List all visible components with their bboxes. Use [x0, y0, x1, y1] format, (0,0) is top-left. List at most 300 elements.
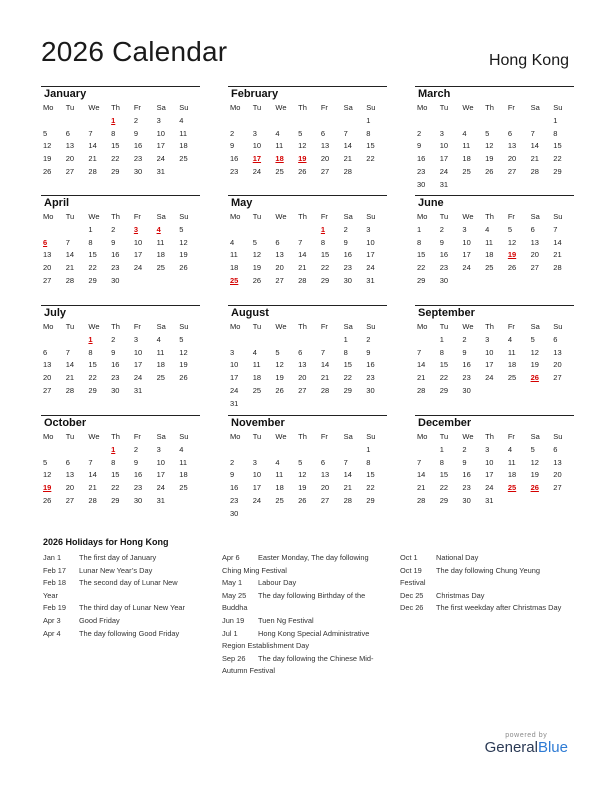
weekday-header: Su	[366, 103, 376, 112]
day: 27	[320, 166, 330, 176]
day: 14	[298, 250, 307, 260]
day: 9	[133, 128, 139, 138]
weekday-header: Mo	[417, 322, 428, 331]
day: 17	[156, 141, 165, 151]
day: 2	[133, 444, 139, 454]
month-july	[41, 305, 200, 398]
weekday-header: Sa	[156, 432, 166, 441]
empty-day	[228, 115, 251, 128]
day: 27	[553, 373, 562, 383]
day: 6	[275, 237, 280, 247]
day: 21	[298, 263, 307, 273]
day: 17	[485, 360, 494, 370]
day: 19	[530, 470, 539, 480]
day: 22	[439, 483, 449, 493]
weekday-header: Th	[111, 212, 120, 221]
month-name: December	[418, 417, 472, 429]
weekday-header: Su	[553, 322, 563, 331]
empty-day	[64, 224, 87, 237]
day: 24	[133, 263, 143, 273]
day: 28	[65, 385, 75, 395]
day: 21	[343, 154, 352, 164]
weekday-header: Tu	[439, 432, 449, 441]
day: 20	[553, 470, 562, 480]
weekday-header: Sa	[156, 103, 166, 112]
weekday-header: Sa	[343, 212, 353, 221]
day: 12	[43, 141, 52, 151]
day: 13	[507, 141, 517, 151]
day: 19	[252, 263, 262, 273]
day: 22	[366, 154, 375, 164]
empty-day	[342, 444, 365, 457]
weekday-header: Su	[179, 103, 189, 112]
day: 26	[298, 495, 307, 505]
day: 24	[252, 495, 262, 505]
day: 30	[111, 385, 120, 395]
day: 29	[439, 495, 449, 505]
weekday-header: Sa	[343, 103, 353, 112]
day: 8	[366, 128, 371, 138]
weekday-header: Su	[553, 212, 563, 221]
day: 22	[88, 263, 97, 273]
page-title: 2026 Calendar	[41, 36, 228, 67]
day: 11	[275, 470, 284, 480]
month-days	[41, 211, 200, 288]
empty-day	[228, 444, 251, 457]
holidays-column	[43, 552, 193, 640]
holiday-day: 26	[530, 373, 539, 383]
day: 14	[343, 470, 352, 480]
day: 11	[485, 237, 493, 247]
day: 22	[320, 263, 330, 273]
day: 28	[320, 385, 330, 395]
empty-day	[41, 115, 64, 128]
day: 9	[439, 237, 444, 247]
day: 24	[156, 483, 165, 493]
day: 10	[439, 141, 449, 151]
month-october	[41, 415, 200, 508]
day: 17	[133, 250, 143, 260]
empty-day	[41, 444, 64, 457]
day: 30	[417, 179, 426, 189]
day: 4	[462, 128, 467, 138]
day: 25	[275, 166, 284, 176]
day: 28	[417, 495, 426, 505]
day: 14	[65, 360, 75, 370]
day: 2	[417, 128, 422, 138]
day: 13	[43, 250, 52, 260]
day: 24	[156, 154, 165, 164]
holiday-day: 1	[88, 334, 93, 344]
day: 9	[111, 347, 116, 357]
day: 30	[462, 385, 471, 395]
month-march	[415, 86, 574, 192]
day: 7	[88, 457, 93, 467]
month-name: February	[231, 88, 279, 100]
day: 1	[366, 115, 371, 125]
month-days	[41, 102, 200, 179]
weekday-header: Sa	[530, 322, 540, 331]
day: 30	[462, 495, 471, 505]
month-days	[228, 321, 387, 411]
day: 20	[65, 483, 75, 493]
day: 10	[133, 347, 143, 357]
day: 7	[553, 224, 558, 234]
weekday-header: Su	[366, 322, 376, 331]
holiday-name: Christmas Day	[436, 590, 485, 600]
day: 25	[485, 263, 494, 273]
day: 29	[417, 275, 426, 285]
day: 7	[530, 128, 535, 138]
day: 12	[485, 141, 494, 151]
holiday-date: Sep 26	[222, 653, 246, 663]
empty-day	[460, 115, 483, 128]
holiday-date: Oct 1	[400, 553, 418, 562]
weekday-header: Fr	[320, 432, 328, 441]
day: 9	[111, 237, 116, 247]
month-days	[415, 321, 574, 398]
day: 30	[111, 275, 120, 285]
empty-day	[251, 334, 274, 347]
day: 20	[553, 360, 562, 370]
weekday-header: Th	[298, 432, 307, 441]
day: 25	[156, 373, 165, 383]
day: 6	[320, 128, 326, 138]
day: 1	[417, 224, 422, 234]
weekday-header: Mo	[230, 212, 241, 221]
day: 29	[343, 385, 352, 395]
weekday-header: We	[275, 322, 287, 331]
day: 16	[230, 154, 239, 164]
day: 17	[462, 250, 471, 260]
weekday-header: Tu	[252, 432, 262, 441]
weekday-header: Fr	[507, 432, 515, 441]
day: 27	[320, 495, 330, 505]
month-september	[415, 305, 574, 398]
day: 23	[111, 263, 120, 273]
day: 6	[553, 444, 558, 454]
month-january	[41, 86, 200, 179]
month-may	[228, 195, 387, 288]
weekday-header: Tu	[252, 103, 262, 112]
day: 28	[553, 263, 562, 273]
day: 16	[111, 250, 120, 260]
day: 1	[343, 334, 348, 344]
day: 8	[88, 237, 93, 247]
day: 14	[343, 141, 352, 151]
day: 15	[366, 470, 375, 480]
day: 14	[65, 250, 75, 260]
holiday-name: Lunar New Year’s Day	[79, 565, 153, 575]
day: 27	[43, 385, 52, 395]
month-days	[41, 431, 200, 508]
empty-day	[64, 115, 87, 128]
day: 31	[439, 179, 449, 189]
holiday-entry	[400, 565, 565, 590]
day: 13	[320, 470, 330, 480]
day: 27	[275, 275, 284, 285]
weekday-header: We	[462, 212, 474, 221]
weekday-header: Mo	[417, 432, 428, 441]
month-days	[415, 211, 574, 288]
day: 21	[65, 263, 75, 273]
day: 3	[156, 444, 161, 454]
weekday-header: Fr	[507, 322, 515, 331]
holiday-day: 1	[111, 444, 116, 454]
holiday-date: Apr 6	[222, 553, 240, 562]
day: 16	[439, 250, 449, 260]
day: 17	[252, 483, 262, 493]
empty-day	[64, 444, 87, 457]
day: 30	[133, 495, 143, 505]
day: 1	[439, 334, 444, 344]
day: 5	[43, 457, 48, 467]
weekday-header: We	[275, 212, 287, 221]
weekday-header: Th	[485, 212, 494, 221]
day: 25	[179, 483, 188, 493]
empty-day	[342, 115, 365, 128]
month-november	[228, 415, 387, 521]
empty-day	[251, 224, 274, 237]
day: 15	[88, 250, 97, 260]
holiday-day: 19	[43, 483, 52, 493]
day: 20	[320, 483, 330, 493]
weekday-header: Fr	[133, 103, 141, 112]
weekday-header: Su	[366, 212, 376, 221]
day: 23	[111, 373, 120, 383]
day: 2	[133, 115, 139, 125]
weekday-header: Fr	[133, 322, 141, 331]
day: 30	[366, 385, 375, 395]
day: 31	[366, 275, 375, 285]
month-name: August	[231, 307, 269, 319]
day: 13	[553, 457, 562, 467]
month-name: May	[231, 197, 253, 209]
day: 19	[179, 360, 188, 370]
day: 15	[439, 360, 449, 370]
holiday-date: Feb 17	[43, 565, 67, 575]
day: 11	[507, 347, 516, 357]
weekday-header: Fr	[320, 103, 328, 112]
day: 29	[88, 275, 97, 285]
weekday-header: Su	[179, 432, 189, 441]
day: 10	[133, 237, 143, 247]
day: 5	[252, 237, 257, 247]
holiday-entry	[43, 552, 193, 565]
weekday-header: Fr	[320, 212, 328, 221]
day: 10	[366, 237, 375, 247]
holiday-day: 6	[43, 237, 48, 247]
day: 21	[343, 483, 352, 493]
month-days	[228, 211, 387, 288]
weekday-header: Mo	[230, 103, 241, 112]
day: 24	[230, 385, 239, 395]
day: 28	[298, 275, 307, 285]
empty-day	[415, 444, 438, 457]
brand-name: GeneralBlue	[484, 739, 568, 756]
day: 12	[507, 237, 517, 247]
holiday-date: Jun 19	[222, 615, 245, 625]
day: 25	[275, 495, 284, 505]
day: 17	[439, 154, 449, 164]
day: 23	[230, 166, 239, 176]
day: 11	[179, 128, 188, 138]
empty-day	[41, 334, 64, 347]
day: 29	[111, 166, 120, 176]
day: 26	[43, 166, 52, 176]
day: 5	[179, 224, 184, 234]
weekday-header: Su	[553, 432, 563, 441]
day: 3	[230, 347, 235, 357]
day: 4	[156, 334, 161, 344]
holiday-entry	[222, 628, 382, 653]
day: 19	[530, 360, 539, 370]
weekday-header: Mo	[43, 103, 54, 112]
month-days	[41, 321, 200, 398]
day: 22	[343, 373, 352, 383]
holiday-day: 18	[275, 154, 284, 164]
day: 7	[320, 347, 326, 357]
weekday-header: Tu	[65, 103, 75, 112]
empty-day	[415, 334, 438, 347]
empty-day	[438, 115, 461, 128]
weekday-header: We	[88, 322, 100, 331]
day: 12	[179, 347, 188, 357]
day: 13	[43, 360, 52, 370]
day: 21	[553, 250, 562, 260]
day: 21	[417, 483, 426, 493]
day: 21	[320, 373, 330, 383]
day: 26	[485, 166, 494, 176]
holiday-name: The first weekday after Christmas Day	[436, 603, 562, 613]
holiday-name: The third day of Lunar New Year	[79, 603, 185, 613]
weekday-header: We	[88, 432, 100, 441]
day: 3	[366, 224, 371, 234]
weekday-header: Tu	[252, 322, 262, 331]
weekday-header: Tu	[252, 212, 262, 221]
month-name: July	[44, 307, 67, 319]
day: 29	[439, 385, 449, 395]
day: 26	[179, 373, 188, 383]
weekday-header: Mo	[43, 432, 54, 441]
day: 24	[366, 263, 375, 273]
day: 8	[111, 457, 116, 467]
day: 13	[275, 250, 284, 260]
day: 30	[133, 166, 143, 176]
day: 8	[343, 347, 348, 357]
day: 31	[133, 385, 143, 395]
day: 3	[485, 334, 490, 344]
weekday-header: Th	[298, 103, 307, 112]
holiday-date: Dec 25	[400, 590, 424, 600]
day: 2	[366, 334, 371, 344]
day: 7	[343, 128, 348, 138]
holiday-name: Labour Day	[258, 578, 297, 588]
holiday-name: Tuen Ng Festival	[258, 615, 314, 625]
weekday-header: Th	[298, 322, 307, 331]
day: 2	[343, 224, 348, 234]
day: 12	[275, 360, 284, 370]
day: 26	[275, 385, 284, 395]
day: 18	[230, 263, 239, 273]
day: 23	[343, 263, 352, 273]
day: 6	[65, 457, 70, 467]
day: 13	[530, 237, 539, 247]
holiday-entry	[222, 577, 382, 590]
day: 21	[65, 373, 75, 383]
empty-day	[506, 115, 529, 128]
month-name: September	[418, 307, 475, 319]
weekday-header: Tu	[65, 322, 75, 331]
empty-day	[296, 334, 319, 347]
day: 20	[298, 373, 307, 383]
weekday-header: We	[88, 212, 100, 221]
day: 12	[252, 250, 262, 260]
day: 23	[462, 373, 471, 383]
day: 27	[553, 483, 562, 493]
day: 19	[485, 154, 494, 164]
day: 25	[156, 263, 165, 273]
day: 13	[553, 347, 562, 357]
empty-day	[251, 444, 274, 457]
day: 2	[111, 224, 116, 234]
holiday-day: 1	[320, 224, 326, 234]
day: 5	[179, 334, 184, 344]
day: 26	[507, 263, 517, 273]
day: 23	[462, 483, 471, 493]
day: 22	[439, 373, 449, 383]
holiday-name: Easter Monday, The day following Ching Ming Festival	[222, 553, 369, 575]
day: 8	[111, 128, 116, 138]
day: 19	[43, 154, 52, 164]
day: 7	[65, 347, 70, 357]
holiday-day: 1	[111, 115, 116, 125]
day: 25	[252, 385, 262, 395]
holiday-day: 19	[298, 154, 307, 164]
day: 16	[366, 360, 375, 370]
weekday-header: Fr	[133, 212, 141, 221]
day: 10	[485, 347, 494, 357]
day: 16	[462, 470, 471, 480]
weekday-header: Th	[485, 103, 494, 112]
holiday-entry	[43, 628, 193, 641]
day: 21	[88, 154, 97, 164]
empty-day	[273, 444, 296, 457]
day: 7	[88, 128, 93, 138]
holiday-name: The day following Birthday of the Buddha	[222, 590, 366, 613]
day: 29	[320, 275, 330, 285]
empty-day	[296, 224, 319, 237]
day: 15	[320, 250, 330, 260]
day: 1	[439, 444, 444, 454]
weekday-header: Th	[111, 322, 120, 331]
weekday-header: Th	[298, 212, 307, 221]
day: 3	[462, 224, 467, 234]
day: 4	[179, 115, 184, 125]
weekday-header: Th	[111, 103, 120, 112]
day: 22	[366, 483, 375, 493]
weekday-header: We	[462, 432, 474, 441]
day: 23	[133, 483, 143, 493]
day: 24	[485, 373, 494, 383]
day: 5	[298, 128, 303, 138]
day: 10	[156, 457, 165, 467]
day: 7	[417, 457, 422, 467]
day: 20	[43, 373, 52, 383]
empty-day	[415, 115, 438, 128]
day: 9	[462, 457, 467, 467]
day: 14	[320, 360, 330, 370]
